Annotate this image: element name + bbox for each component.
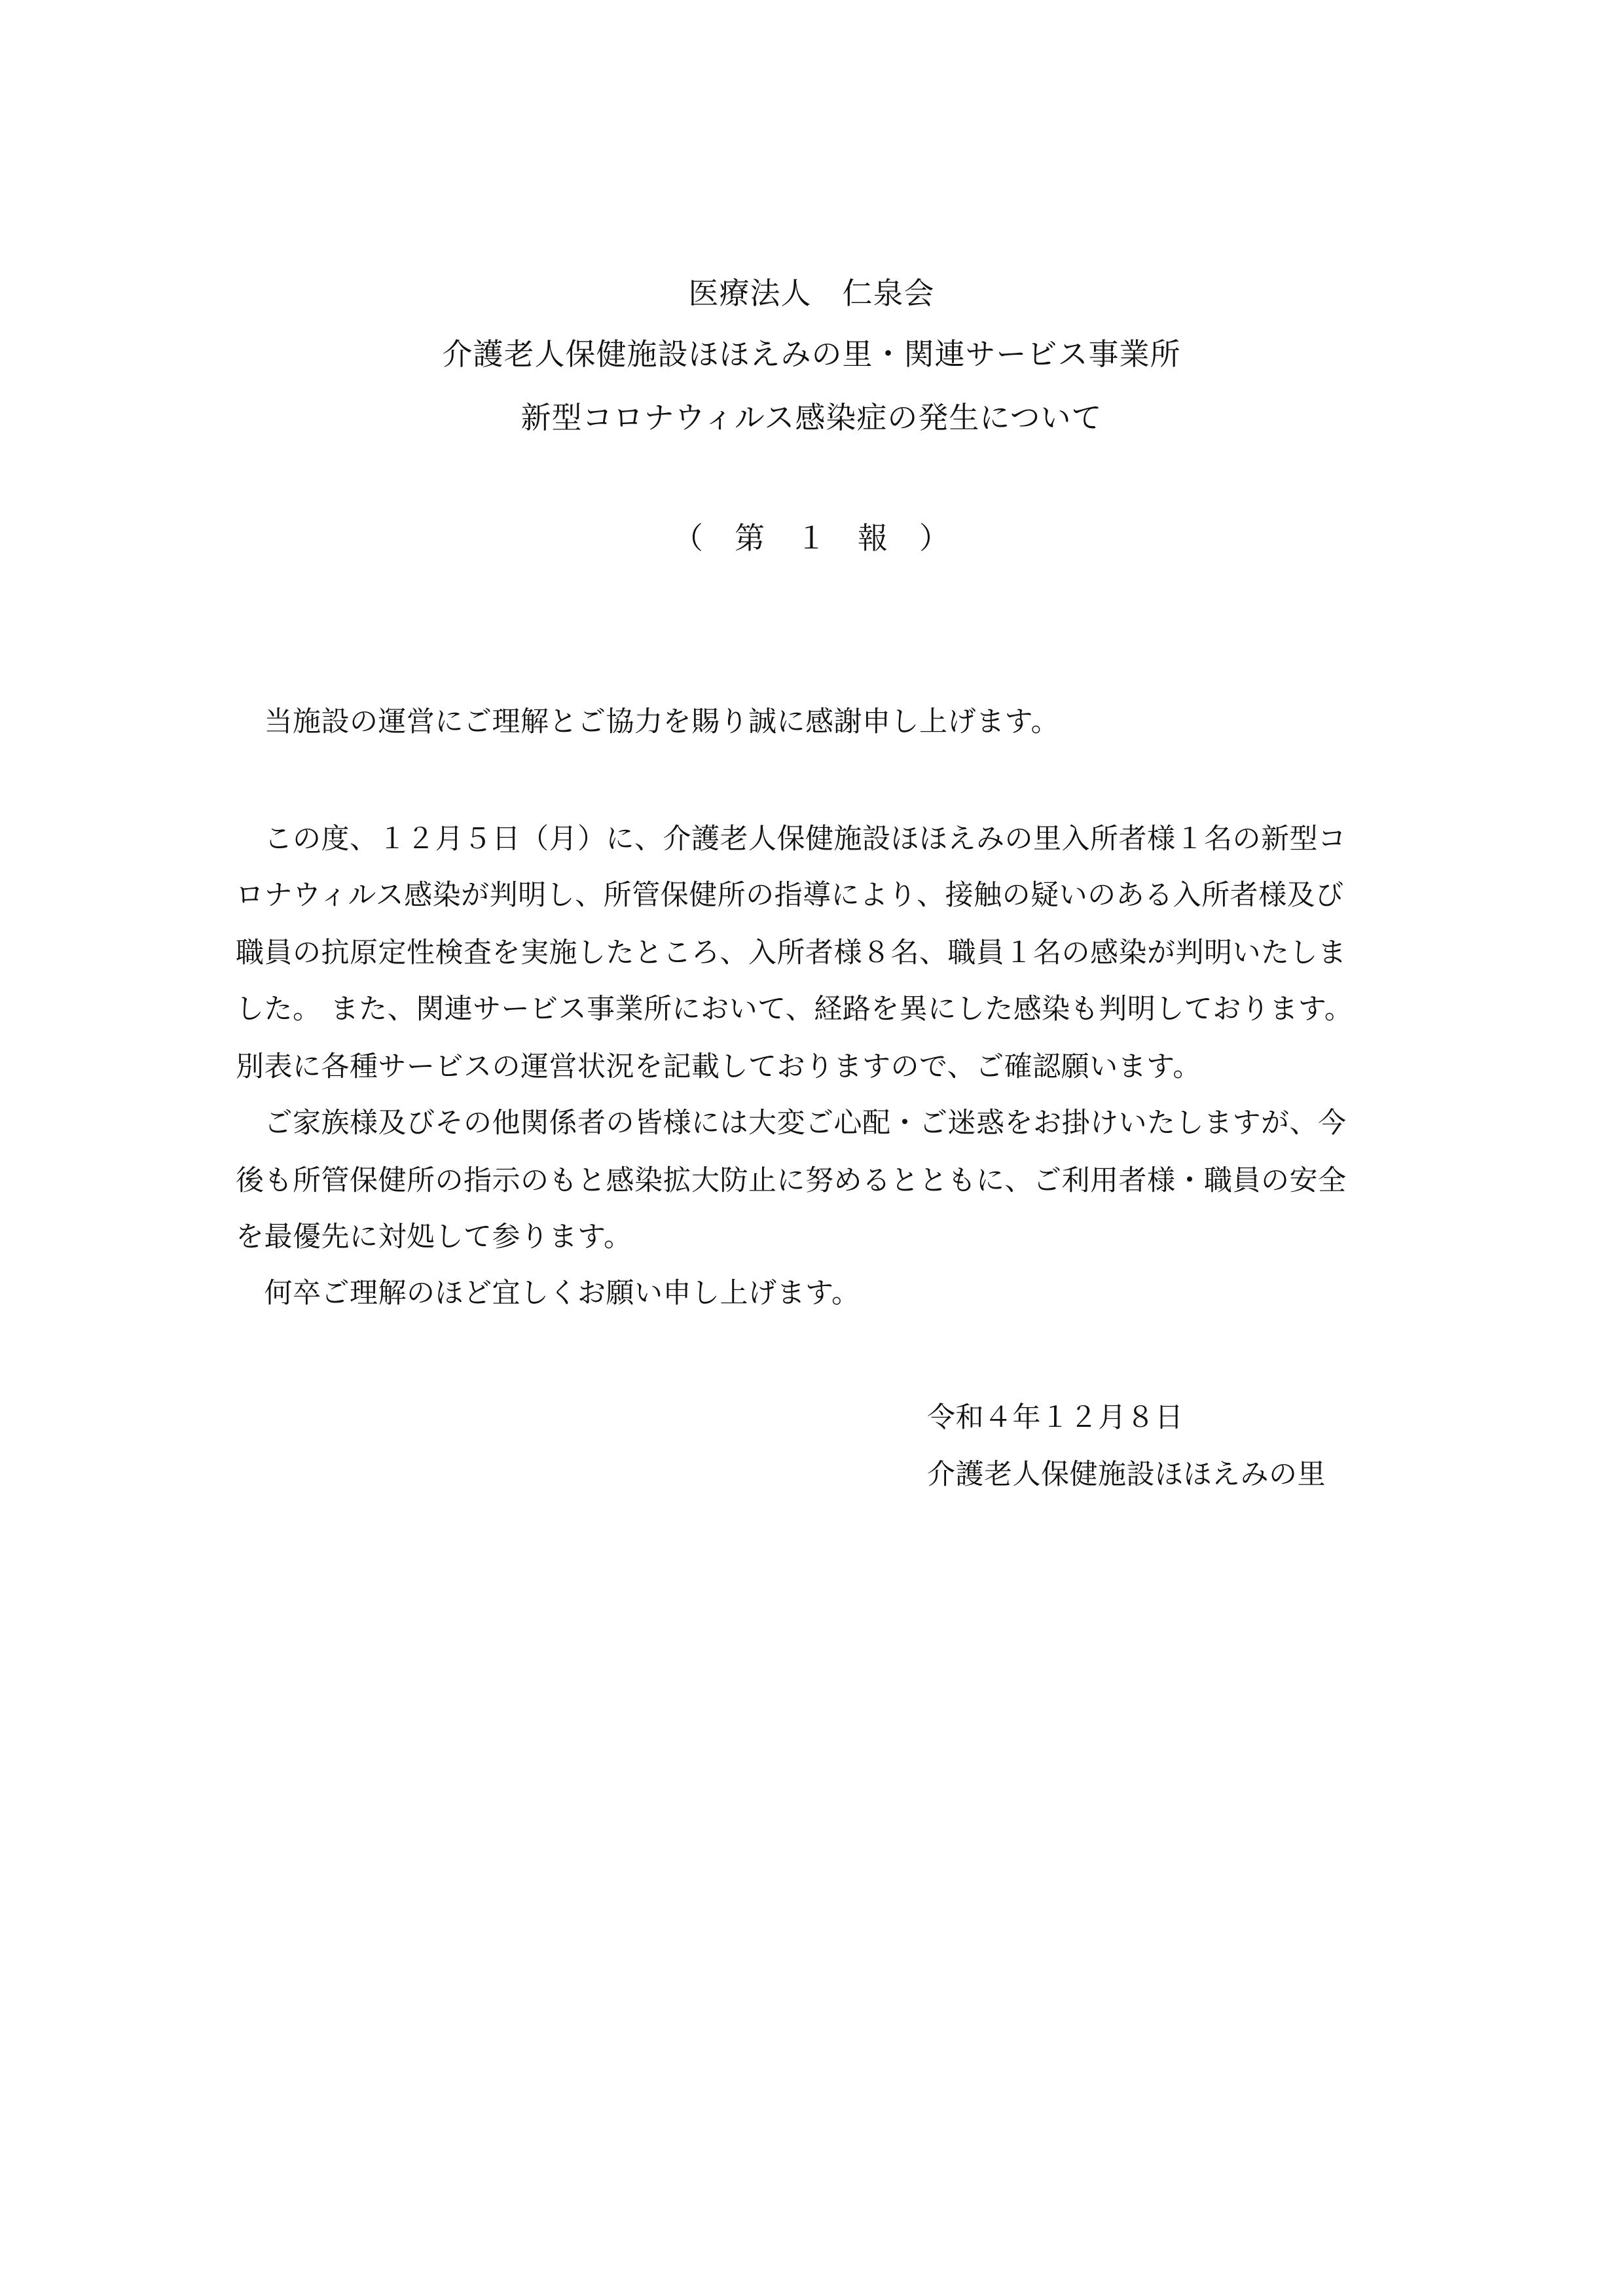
organization-name: 医療法人 仁泉会 — [688, 276, 935, 311]
body-line: した。 また、関連サービス事業所において、経路を異にした感染も判明しております。 — [236, 993, 1353, 1026]
document-subject: 新型コロナウィルス感染症の発生について — [520, 400, 1103, 435]
report-number: （ 第 １ 報 ） — [673, 520, 950, 556]
issuer-name: 介護老人保健施設ほほえみの里 — [927, 1458, 1326, 1491]
body-line: 職員の抗原定性検査を実施したところ、入所者様８名、職員１名の感染が判明いたしま — [236, 937, 1347, 969]
body-line: を最優先に対処して参ります。 — [236, 1221, 632, 1253]
body-line: ご家族様及びその他関係者の皆様には大変ご心配・ご迷惑をお掛けいたしますが、今 — [236, 1107, 1347, 1139]
body-line: ロナウィルス感染が判明し、所管保健所の指導により、接触の疑いのある入所者様及び — [236, 879, 1344, 912]
body-line: 別表に各種サービスの運営状況を記載しておりますので、ご確認願います。 — [236, 1050, 1201, 1083]
closing-line: 何卒ご理解のほど宜しくお願い申し上げます。 — [236, 1277, 860, 1310]
greeting-paragraph: 当施設の運営にご理解とご協力を賜り誠に感謝申し上げます。 — [236, 706, 1060, 738]
body-line: この度、１２月５日（月）に、介護老人保健施設ほほえみの里入所者様１名の新型コ — [236, 823, 1347, 855]
issue-date: 令和４年１２月８日 — [927, 1401, 1184, 1434]
facility-name: 介護老人保健施設ほほえみの里・関連サービス事業所 — [442, 336, 1181, 372]
body-line: 後も所管保健所の指示のもと感染拡大防止に努めるとともに、ご利用者様・職員の安全 — [236, 1164, 1347, 1197]
